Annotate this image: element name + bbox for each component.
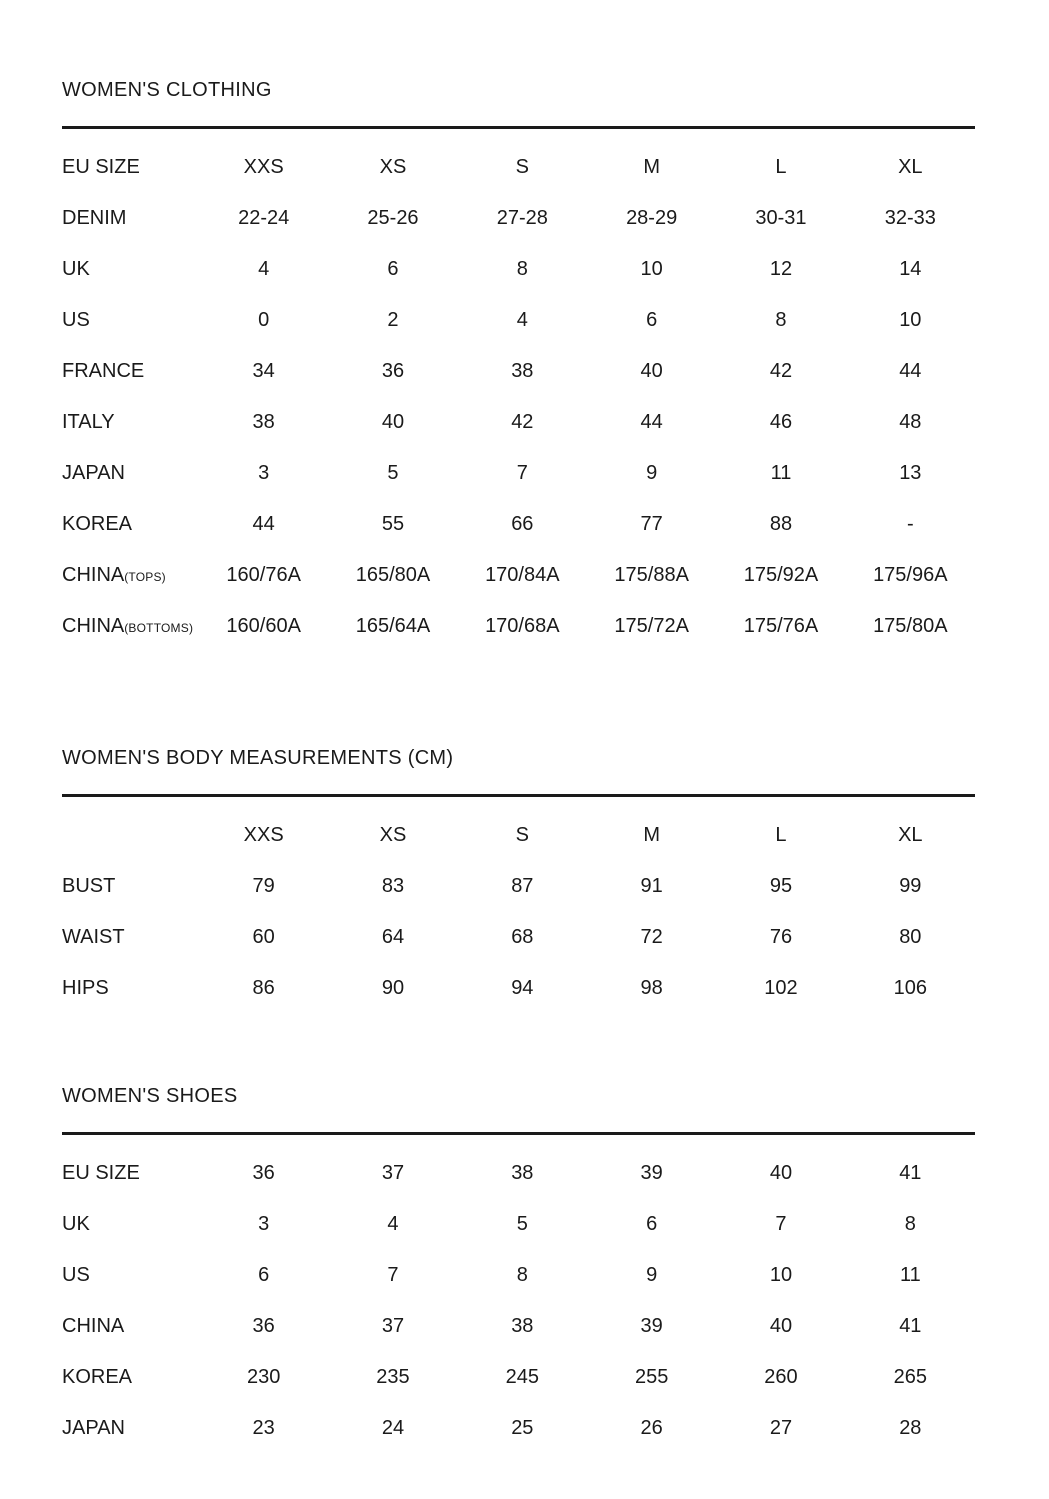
table-row — [62, 1403, 975, 1454]
row-label — [62, 861, 199, 912]
table-cell: 7 — [516, 462, 528, 484]
row-label-text: WAIST — [62, 926, 125, 948]
table-cell: M — [643, 824, 660, 846]
row-label-text: KOREA — [62, 1366, 133, 1388]
table-cell: 8 — [775, 309, 787, 331]
row-label-text: HIPS — [62, 977, 109, 999]
table-cell: 9 — [646, 1264, 658, 1286]
table-cell: 2 — [387, 309, 399, 331]
table-cell: 23 — [252, 1417, 275, 1439]
table-cell: 11 — [899, 1264, 921, 1286]
row-label-text: BUST — [62, 875, 116, 897]
table-cell: 25 — [511, 1417, 534, 1439]
table-cell: 28-29 — [626, 207, 678, 229]
table-cell: 38 — [511, 1315, 534, 1337]
table-cell: 44 — [252, 513, 275, 535]
table-cell: 30-31 — [755, 207, 807, 229]
section-title-womens-body-measurements: WOMEN'S BODY MEASUREMENTS (CM) — [62, 747, 454, 769]
table-row — [62, 1148, 975, 1199]
table-cell: 40 — [769, 1315, 793, 1337]
table-row — [62, 193, 975, 244]
table-cell: 32-33 — [884, 207, 936, 229]
row-label — [62, 295, 199, 346]
table-row — [62, 1199, 975, 1250]
row-label-text: EU SIZE — [62, 156, 140, 178]
table-cell: 64 — [381, 926, 405, 948]
table-cell: 4 — [516, 309, 528, 331]
table-cell: 8 — [516, 258, 528, 280]
table-cell: 265 — [893, 1366, 927, 1388]
table-row — [62, 963, 975, 1014]
row-label-text: CHINA — [62, 615, 125, 637]
row-label — [62, 448, 199, 499]
table-cell: 175/72A — [614, 615, 689, 637]
table-cell: 106 — [893, 977, 927, 999]
table-cell: 7 — [387, 1264, 399, 1286]
row-label — [62, 193, 199, 244]
table-cell: 36 — [252, 1315, 275, 1337]
table-cell: 4 — [387, 1213, 399, 1235]
table-cell: 34 — [252, 360, 275, 382]
row-label-text: UK — [62, 1213, 90, 1235]
row-label — [62, 346, 199, 397]
section-divider — [62, 126, 975, 129]
row-label-text: CHINA — [62, 564, 125, 586]
table-cell: 94 — [511, 977, 534, 999]
table-cell: 4 — [258, 258, 270, 280]
table-cell: 25-26 — [367, 207, 419, 229]
table-cell: 245 — [505, 1366, 539, 1388]
table-cell: 40 — [381, 411, 405, 433]
table-cell: 9 — [646, 462, 658, 484]
table-cell: 38 — [252, 411, 275, 433]
table-cell: 38 — [511, 1162, 534, 1184]
table-cell: 40 — [640, 360, 663, 382]
row-label — [62, 499, 199, 550]
row-label-text: JAPAN — [62, 462, 125, 484]
table-cell: 60 — [252, 926, 275, 948]
table-cell: 87 — [511, 875, 534, 897]
row-label — [62, 1352, 199, 1403]
table-cell: 44 — [899, 360, 922, 382]
row-label — [62, 142, 199, 193]
table-cell: - — [906, 513, 914, 535]
table-row — [62, 912, 975, 963]
table-cell: XS — [379, 156, 407, 178]
table-cell: 80 — [899, 926, 922, 948]
table-cell: 39 — [640, 1162, 663, 1184]
row-label-text: US — [62, 309, 90, 331]
table-cell: 48 — [899, 411, 922, 433]
table-cell: M — [643, 156, 660, 178]
row-label — [62, 1403, 199, 1454]
row-label-text: KOREA — [62, 513, 133, 535]
table-cell: 28 — [899, 1417, 922, 1439]
table-cell: 102 — [764, 977, 798, 999]
table-row — [62, 810, 975, 861]
table-row — [62, 295, 975, 346]
table-row — [62, 244, 975, 295]
row-label-small-text: (BOTTOMS) — [124, 621, 194, 635]
row-label-text: US — [62, 1264, 90, 1286]
section-title-womens-clothing: WOMEN'S CLOTHING — [62, 79, 272, 101]
table-cell: 8 — [904, 1213, 916, 1235]
womens-clothing-table — [62, 142, 975, 652]
table-cell: 68 — [511, 926, 534, 948]
table-cell: 27 — [769, 1417, 793, 1439]
table-cell: S — [515, 824, 529, 846]
womens-body-measurements-table — [62, 810, 975, 1014]
table-row — [62, 1250, 975, 1301]
table-cell: 88 — [769, 513, 793, 535]
row-label — [62, 1148, 199, 1199]
row-label — [62, 550, 199, 601]
section-womens-clothing — [62, 76, 975, 652]
row-label-small-text: (TOPS) — [124, 570, 166, 584]
row-label — [62, 1250, 199, 1301]
section-divider — [62, 794, 975, 797]
table-cell: 44 — [640, 411, 663, 433]
row-label-text: CHINA — [62, 1315, 125, 1337]
table-row — [62, 397, 975, 448]
row-label-text: ITALY — [62, 411, 115, 433]
table-cell: 42 — [511, 411, 534, 433]
table-cell: 230 — [246, 1366, 281, 1388]
table-cell: 91 — [640, 875, 663, 897]
table-cell: 22-24 — [238, 207, 290, 229]
table-cell: 11 — [770, 462, 792, 484]
table-cell: L — [775, 156, 787, 178]
table-cell: 7 — [775, 1213, 787, 1235]
table-cell: 41 — [899, 1315, 922, 1337]
table-cell: 160/60A — [226, 615, 301, 637]
row-label — [62, 601, 199, 652]
table-cell: 37 — [381, 1162, 405, 1184]
row-label — [62, 963, 199, 1014]
section-womens-body-measurements — [62, 744, 975, 1014]
table-cell: 66 — [511, 513, 534, 535]
table-cell: 6 — [646, 1213, 658, 1235]
table-cell: XXS — [243, 824, 284, 846]
table-row — [62, 1352, 975, 1403]
row-label — [62, 1199, 199, 1250]
table-cell: 39 — [640, 1315, 663, 1337]
table-row — [62, 448, 975, 499]
table-cell: 13 — [899, 462, 922, 484]
row-label-text: EU SIZE — [62, 1162, 140, 1184]
table-cell: 5 — [387, 462, 399, 484]
table-row — [62, 346, 975, 397]
table-cell: 8 — [516, 1264, 528, 1286]
table-cell: 6 — [646, 309, 658, 331]
table-cell: 42 — [769, 360, 793, 382]
table-cell: XXS — [243, 156, 284, 178]
table-row — [62, 499, 975, 550]
womens-shoes-table — [62, 1148, 975, 1454]
table-cell: 37 — [381, 1315, 405, 1337]
table-cell: 10 — [899, 309, 922, 331]
table-cell: L — [775, 824, 787, 846]
section-divider — [62, 1132, 975, 1135]
table-cell: 36 — [381, 360, 405, 382]
table-cell: 170/84A — [485, 564, 560, 586]
row-label-text: DENIM — [62, 207, 127, 229]
table-row — [62, 1301, 975, 1352]
table-cell: 165/64A — [355, 615, 431, 637]
table-cell: 175/80A — [873, 615, 948, 637]
table-cell: XL — [898, 156, 923, 178]
table-cell: 260 — [764, 1366, 798, 1388]
table-cell: 165/80A — [355, 564, 431, 586]
table-cell: 10 — [769, 1264, 793, 1286]
table-cell: 41 — [899, 1162, 922, 1184]
table-cell: 175/96A — [873, 564, 948, 586]
table-cell: 175/76A — [743, 615, 819, 637]
row-label — [62, 1301, 199, 1352]
table-cell: 90 — [381, 977, 405, 999]
table-cell: 235 — [376, 1366, 410, 1388]
row-label-text: FRANCE — [62, 360, 145, 382]
table-cell: 77 — [640, 513, 663, 535]
table-cell: 170/68A — [485, 615, 560, 637]
table-cell: 95 — [769, 875, 793, 897]
section-womens-shoes — [62, 1082, 975, 1454]
table-cell: 27-28 — [496, 207, 548, 229]
table-cell: 175/88A — [614, 564, 689, 586]
table-cell: 6 — [258, 1264, 270, 1286]
table-cell: 160/76A — [226, 564, 301, 586]
table-cell: 5 — [516, 1213, 528, 1235]
table-cell: 24 — [381, 1417, 405, 1439]
table-cell: 79 — [252, 875, 275, 897]
table-cell: 72 — [640, 926, 663, 948]
table-cell: 38 — [511, 360, 534, 382]
section-title-womens-shoes: WOMEN'S SHOES — [62, 1085, 238, 1107]
table-cell: 10 — [640, 258, 663, 280]
table-cell: 99 — [899, 875, 922, 897]
table-cell: 6 — [387, 258, 399, 280]
table-row — [62, 861, 975, 912]
table-cell: 26 — [640, 1417, 663, 1439]
table-cell: 40 — [769, 1162, 793, 1184]
row-label — [62, 244, 199, 295]
table-cell: 86 — [252, 977, 275, 999]
row-label-text: UK — [62, 258, 90, 280]
table-cell: 98 — [640, 977, 663, 999]
row-label-text: JAPAN — [62, 1417, 125, 1439]
table-cell: 175/92A — [743, 564, 819, 586]
table-row — [62, 142, 975, 193]
table-row — [62, 601, 975, 652]
row-label — [62, 912, 199, 963]
row-label — [62, 397, 199, 448]
table-cell: XS — [379, 824, 407, 846]
table-cell: 83 — [381, 875, 405, 897]
table-cell: 3 — [258, 462, 270, 484]
table-cell: 3 — [258, 1213, 270, 1235]
table-cell: S — [515, 156, 529, 178]
table-cell: 46 — [769, 411, 793, 433]
table-cell: 0 — [258, 309, 270, 331]
table-cell: 76 — [769, 926, 793, 948]
table-cell: 14 — [899, 258, 922, 280]
table-cell: 255 — [634, 1366, 669, 1388]
table-row — [62, 550, 975, 601]
table-cell: 36 — [252, 1162, 275, 1184]
table-cell: 12 — [769, 258, 793, 280]
table-cell: 55 — [381, 513, 405, 535]
row-label — [62, 810, 199, 861]
table-cell: XL — [898, 824, 923, 846]
